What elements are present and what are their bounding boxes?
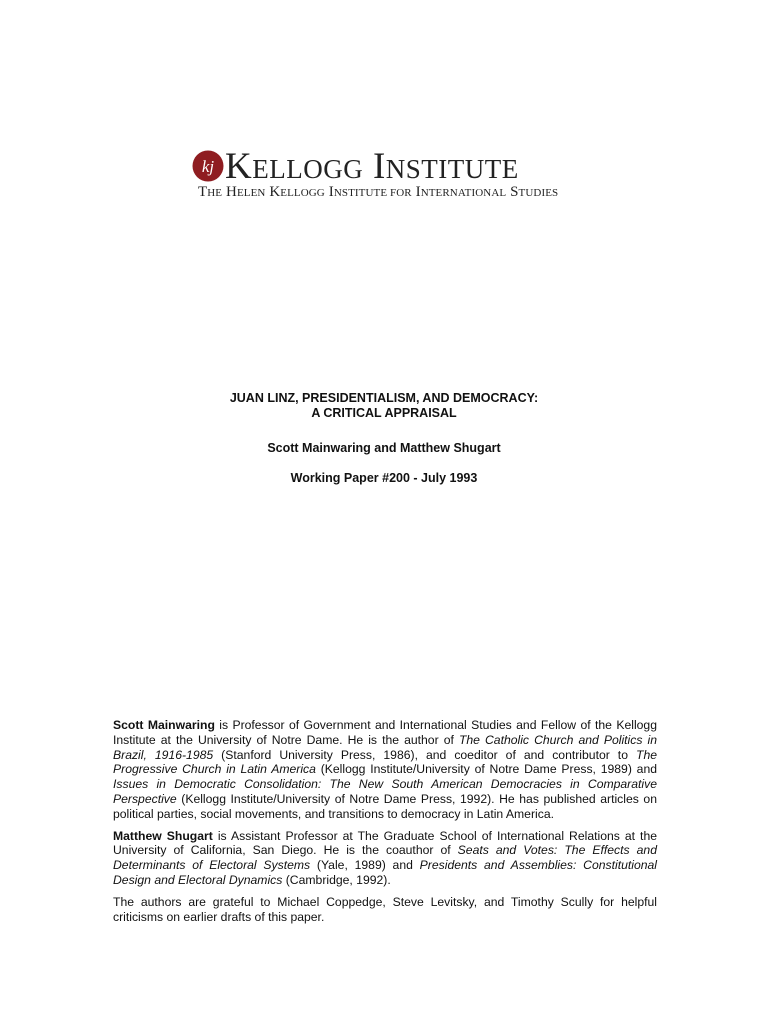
bio-mainwaring-name: Scott Mainwaring (113, 718, 215, 732)
working-paper-info: Working Paper #200 - July 1993 (290, 471, 478, 485)
bio-shugart: Matthew Shugart is Assistant Professor at The Graduate School of International Relations at the University of California, San Diego. He is the coauthor of Seats and Votes: The Effects and Determinants of Electoral Systems (Yale, 1989) and Presidents and Assemblies: Constitutional Design and Electoral Dynamics (Cambridge, 1992). (113, 828, 658, 887)
title-block (0, 391, 768, 486)
paper-title-line-1: JUAN LINZ, PRESIDENTIALISM, AND DEMOCRACY: (229, 391, 539, 405)
bio-mainwaring: Scott Mainwaring is Professor of Government and International Studies and Fellow of the Kellogg Institute at the University of Notre Dame. He is the author of The Catholic Church and Politics in Brazil, 1916-1985 (Stanford University Press, 1986), and coeditor of and contributor to The Progressive Church in Latin America (Kellogg Institute/University of Notre Dame Press, 1989) and Issues in Democratic Consolidation: The New South American Democracies in Comparative Perspective (Kellogg Institute/University of Notre Dame Press, 1992). He has published articles on political parties, social movements, and transitions to democracy in Latin America. (113, 718, 658, 821)
logo-name-rest-kellogg: ELLOGG (252, 154, 364, 184)
paper-authors: Scott Mainwaring and Matthew Shugart (267, 441, 501, 455)
logo-name-initial-k: K (225, 146, 253, 187)
acknowledgment: The authors are grateful to Michael Coppedge, Steve Levitsky, and Timothy Scully for helpful criticisms on earlier drafts of this paper. (113, 894, 657, 924)
author-bios (113, 718, 657, 931)
kellogg-institute-logo (192, 147, 582, 203)
emblem-letters: kj (201, 157, 215, 176)
logo-subtitle: THE HELEN KELLOGG INSTITUTE FOR INTERNATIONAL STUDIES (198, 184, 559, 200)
bio-shugart-name: Matthew Shugart (113, 828, 213, 843)
logo-name-initial-i: I (372, 146, 386, 187)
paper-title-line-2: A CRITICAL APPRAISAL (311, 406, 457, 420)
kellogg-emblem-icon (192, 150, 224, 182)
logo-name-rest-institute: NSTITUTE (385, 154, 519, 184)
